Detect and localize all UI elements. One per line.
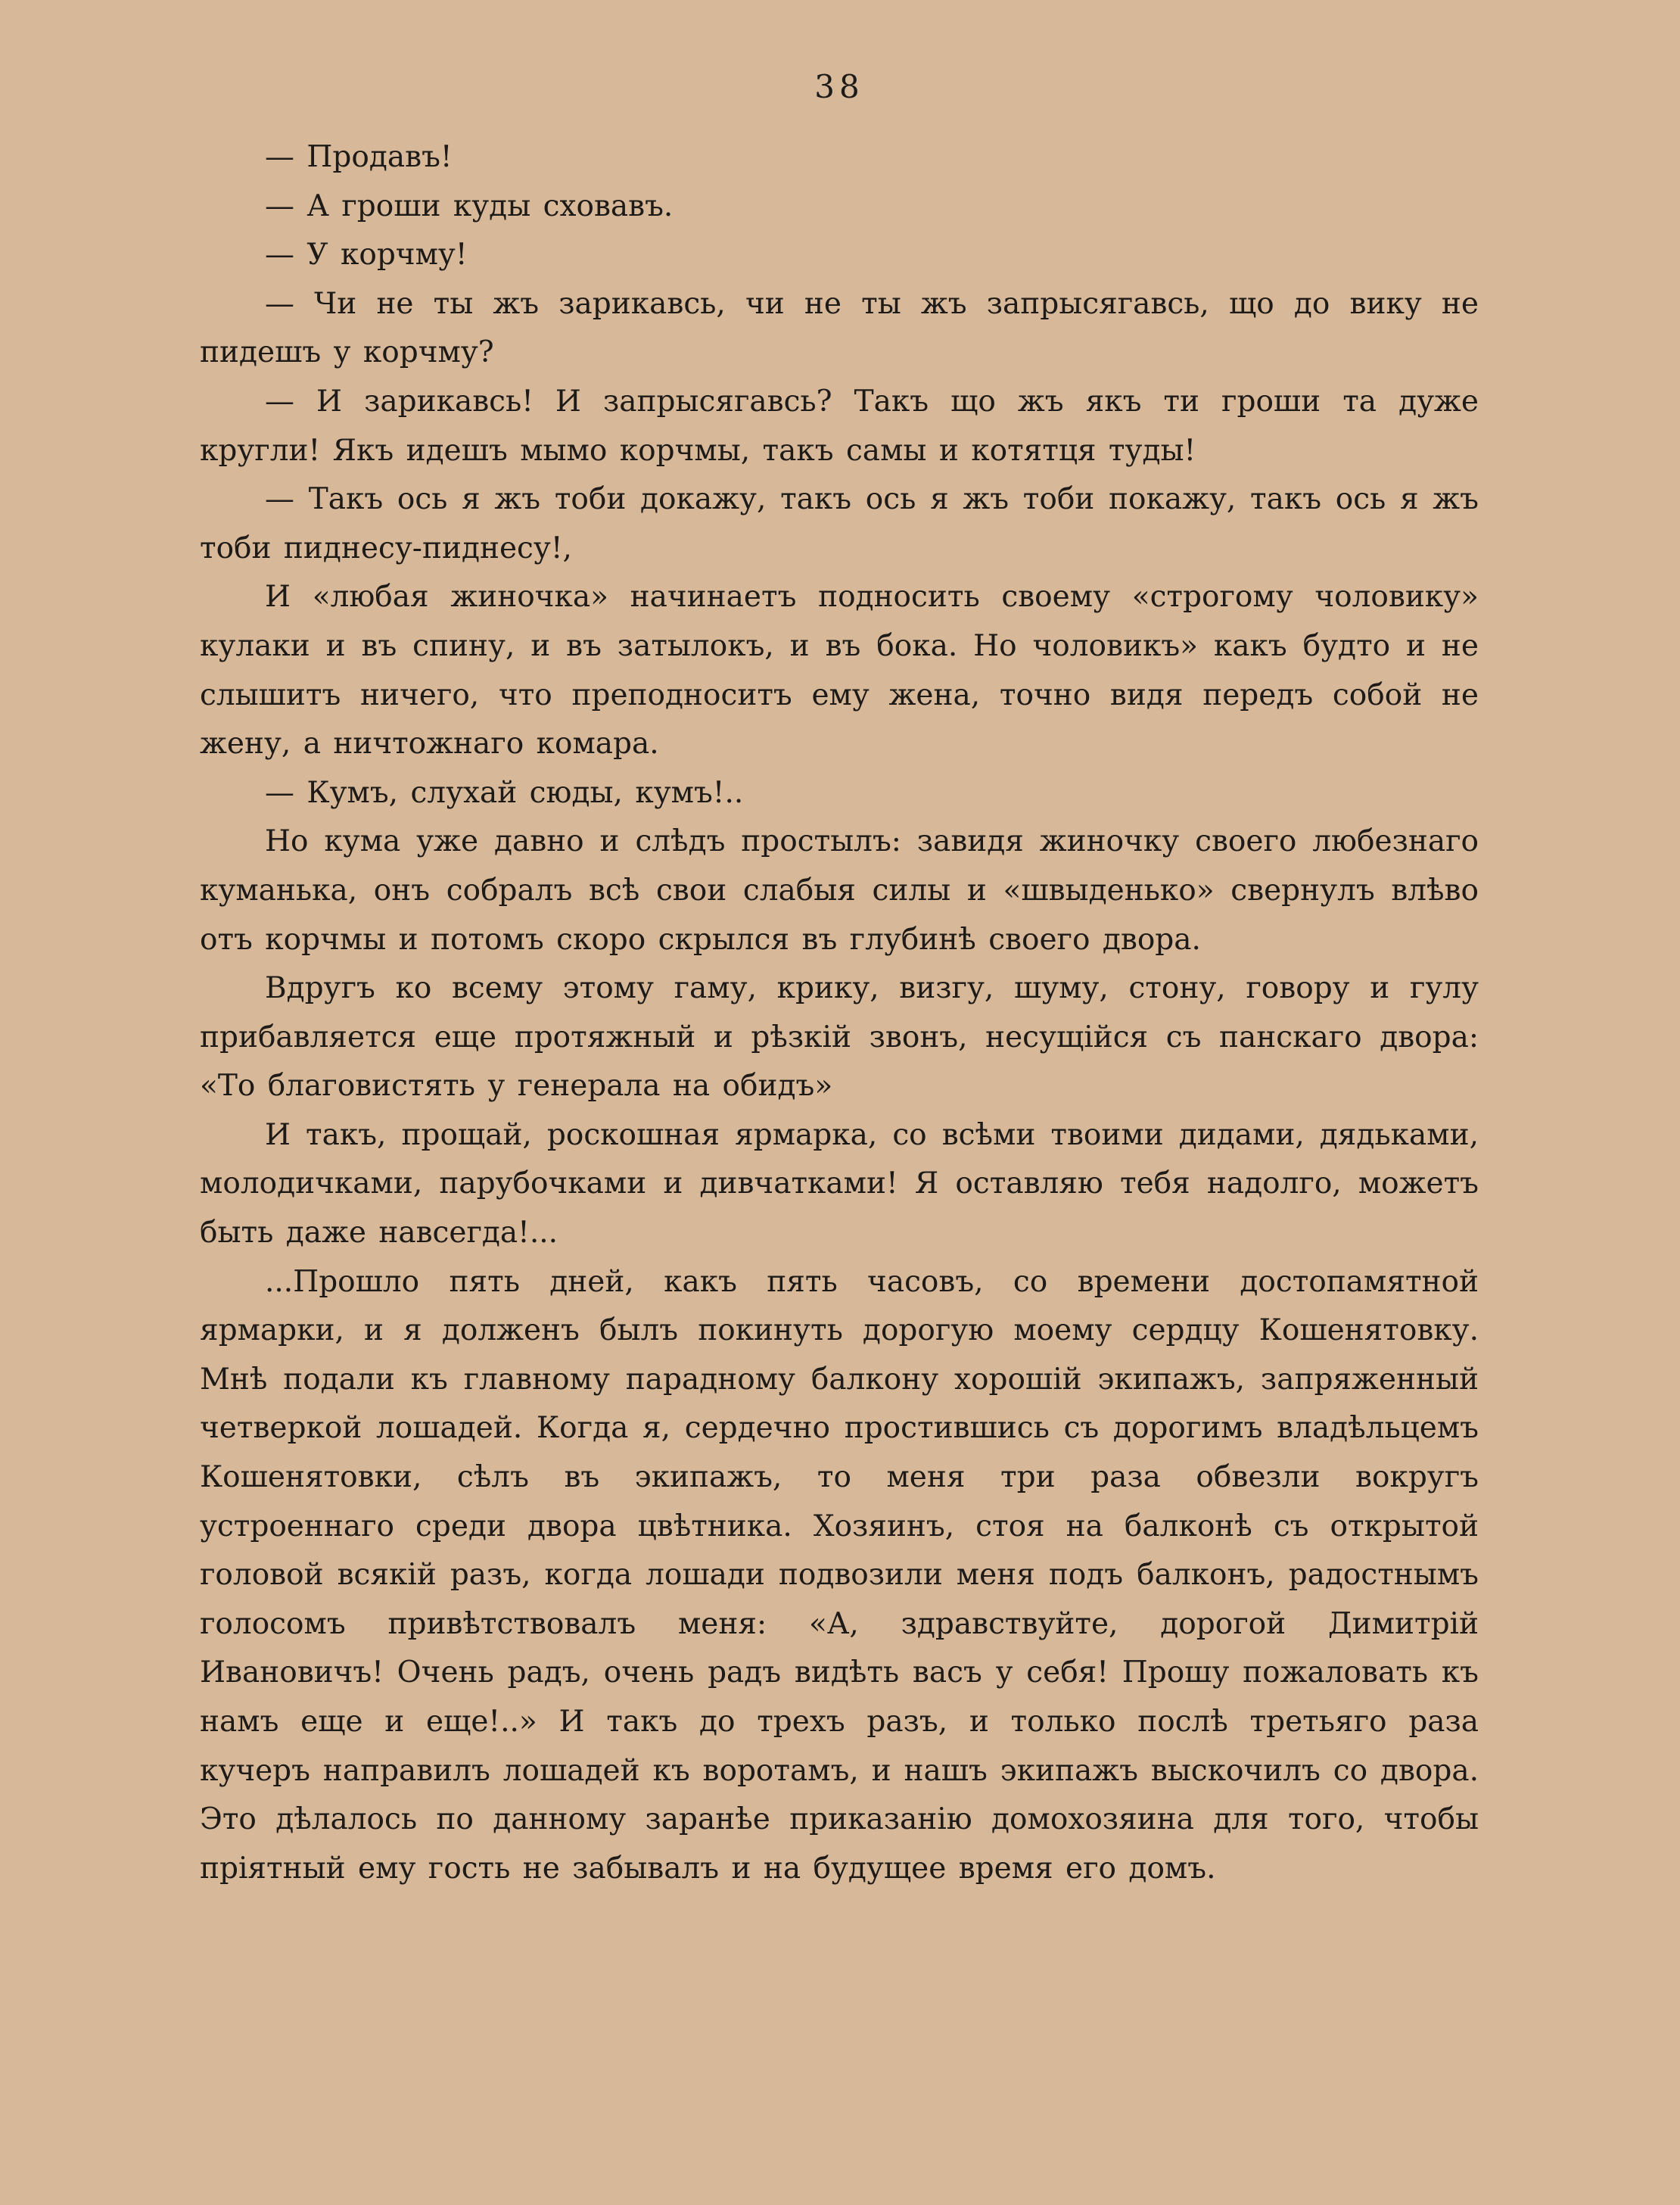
narrative-paragraph-bell: Вдругъ ко всему этому гаму, крику, визгу, шуму, стону, говору и гулу прибавляется еще протяжный и рѣзкій звонъ, несущійся съ панскаго двора: «То благовистять у генерала на обидъ»	[200, 971, 1479, 1104]
page-number: 38	[814, 68, 864, 105]
narrative-paragraph-kum-escape: Но кума уже давно и слѣдъ простылъ: завидя жиночку своего любезнаго куманька, онъ собралъ всѣ свои слабыя силы и «швыденько» свернулъ влѣво отъ корчмы и потомъ скоро скрылся въ глубинѣ своего двора.	[200, 824, 1479, 957]
book-page	[200, 68, 1479, 1893]
narrative-paragraph-departure: ...Прошло пять дней, какъ пять часовъ, со времени достопамятной ярмарки, и я долженъ былъ покинуть дорогую моему сердцу Кошенятовку. Мнѣ подали къ главному парадному балкону хорошій экипажъ, запряженный четверкой лошадей. Когда я, сердечно простившись съ дорогимъ владѣльцемъ Кошенятовки, сѣлъ въ экипажъ, то меня три раза обвезли вокругъ устроеннаго среди двора цвѣтника. Хозяинъ, стоя на балконѣ съ открытой головой всякій разъ, когда лошади подвозили меня подъ балконъ, радостнымъ голосомъ привѣтствовалъ меня: «А, здравствуйте, дорогой Димитрій Ивановичъ! Очень радъ, очень радъ видѣть васъ у себя! Прошу пожаловать къ намъ еще и еще!..» И такъ до трехъ разъ, и только послѣ третьяго раза кучеръ направилъ лошадей къ воротамъ, и нашъ экипажъ выскочилъ со двора. Это дѣлалось по данному заранѣе приказанію домохозяина для того, чтобы пріятный ему гость не забывалъ и на будущее время его домъ.	[200, 1264, 1479, 1886]
dialogue-line-tavern: — У корчму!	[265, 238, 468, 273]
dialogue-line-vow: — Чи не ты жъ зарикавсь, чи не ты жъ запрысягавсь, що до вику не пидешъ у корчму?	[200, 286, 1479, 370]
dialogue-line-round-coins: — И зарикавсь! И запрысягавсь? Такъ що жъ якъ ти гроши та дуже кругли! Якъ идешъ мымо корчмы, такъ самы и котятця туды!	[200, 384, 1479, 468]
dialogue-line-kum: — Кумъ, слухай сюды, кумъ!..	[265, 775, 744, 810]
dialogue-line-money: — А гроши куды сховавъ.	[265, 188, 674, 223]
narrative-paragraph-wife: И «любая жиночка» начинаетъ подносить своему «строгому чоловику» кулаки и въ спину, и въ затылокъ, и въ бока. Но чоловикъ» какъ будто и не слышитъ ничего, что преподноситъ ему жена, точно видя передъ собой не жену, а ничтожнаго комара.	[200, 580, 1479, 761]
narrative-paragraph-farewell: И такъ, прощай, роскошная ярмарка, со всѣми твоими дидами, дядьками, молодичками, парубочками и дивчатками! Я оставляю тебя надолго, можетъ быть даже навсегда!...	[200, 1117, 1479, 1250]
dialogue-line-threat: — Такъ ось я жъ тоби докажу, такъ ось я жъ тоби покажу, такъ ось я жъ тоби пиднесу-пиднесу!,	[200, 482, 1479, 565]
dialogue-line-sold: — Продавъ!	[265, 140, 453, 174]
